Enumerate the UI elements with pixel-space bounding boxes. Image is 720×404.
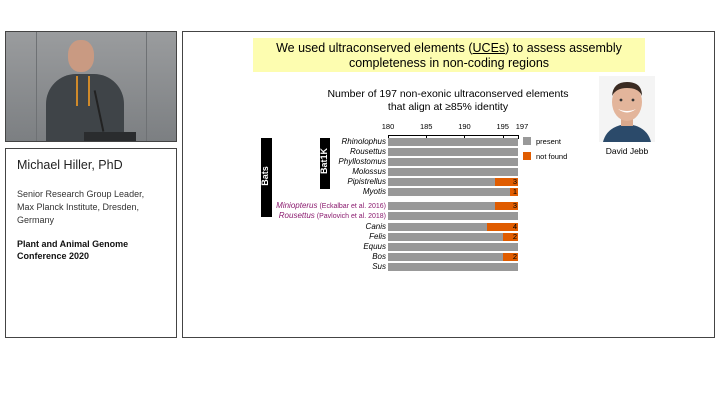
chart-title-line-2: that align at ≥85% identity [387, 101, 509, 113]
species-label [203, 252, 386, 261]
species-name: Sus [372, 262, 386, 271]
species-name: Bos [372, 252, 386, 261]
bar-rousettus [388, 148, 518, 156]
bar-value-label: 3 [512, 177, 517, 186]
bar-molossus [388, 168, 518, 176]
species-name: Rhinolophus [341, 137, 386, 146]
species-label [203, 167, 386, 176]
bar-value-label: 2 [512, 232, 517, 241]
bar-canis [388, 223, 518, 231]
species-label [203, 187, 386, 196]
group-label-text: Bat1K [319, 147, 330, 175]
bar-value-label: 4 [512, 222, 517, 231]
presentation-slide [182, 31, 715, 338]
banner-line-2: completeness in non-coding regions [348, 56, 550, 70]
species-citation: (Pavlovich et al. 2018) [314, 213, 386, 220]
bar-not-found-segment [495, 202, 518, 210]
species-citation: (Eckalbar et al. 2016) [317, 203, 386, 210]
bar-value-label: 2 [512, 252, 517, 261]
species-name: Rousettus [278, 211, 315, 220]
species-label [203, 137, 386, 146]
species-name: Felis [369, 232, 386, 241]
species-label [203, 201, 386, 210]
bar-felis [388, 233, 518, 241]
lanyard [76, 76, 90, 106]
legend-not-found-label: not found [536, 152, 568, 161]
bar-rousettus [388, 212, 518, 220]
legend-not-found-swatch [523, 152, 531, 160]
speaker-role-line: Max Planck Institute, Dresden, [17, 202, 140, 212]
speaker-info-panel [5, 148, 177, 338]
group-label-text: Bats [259, 166, 270, 186]
x-tick-mark [518, 135, 519, 139]
species-label [203, 177, 386, 186]
conference-line: Conference 2020 [17, 251, 90, 261]
bar-pipistrellus [388, 178, 518, 186]
david-jebb-photo [599, 76, 655, 142]
x-tick-label: 195 [496, 122, 509, 131]
conference-line: Plant and Animal Genome [17, 239, 129, 249]
bar-miniopterus [388, 202, 518, 210]
banner-text: We used ultraconserved elements ( [276, 41, 473, 55]
species-label [203, 211, 386, 220]
speaker-name: Michael Hiller, PhD [17, 158, 123, 172]
speaker-role-line: Germany [17, 215, 55, 225]
x-tick-label: 197 [515, 122, 529, 131]
x-tick-label: 185 [419, 122, 433, 131]
species-name: Canis [365, 222, 386, 231]
x-axis-line [388, 135, 518, 136]
portrait-image [599, 76, 655, 142]
bar-sus [388, 263, 518, 271]
bar-value-label: 3 [512, 201, 517, 210]
bar-bos [388, 253, 518, 261]
species-label [203, 242, 386, 251]
banner-line-1 [253, 41, 645, 55]
species-label [203, 262, 386, 271]
bar-myotis [388, 188, 518, 196]
bar-not-found-segment [510, 188, 518, 196]
bar-value-label: 1 [512, 187, 517, 196]
species-name: Pipistrellus [347, 177, 386, 186]
species-name: Miniopterus [276, 201, 318, 210]
wall-panel-line [36, 32, 37, 141]
species-label [203, 222, 386, 231]
x-tick-label: 190 [458, 122, 471, 131]
species-label [203, 232, 386, 241]
speaker-role-line: Senior Research Group Leader, [17, 189, 145, 199]
speaker-head [68, 40, 94, 72]
species-name: Equus [363, 242, 386, 251]
species-name: Rousettus [349, 147, 386, 156]
species-name: Myotis [362, 187, 386, 196]
bar-not-found-segment [495, 178, 518, 186]
uce-link[interactable]: UCEs [472, 41, 506, 55]
bar-not-found-segment [487, 223, 518, 231]
bar-not-found-segment [503, 233, 518, 241]
species-label [203, 147, 386, 156]
bar-not-found-segment [503, 253, 518, 261]
x-tick-label: 180 [381, 122, 395, 131]
slide-banner [253, 38, 645, 72]
speaker-video [5, 31, 177, 142]
legend-present-label: present [536, 137, 562, 146]
species-name: Molossus [352, 167, 386, 176]
chart-title-line-1: Number of 197 non-exonic ultraconserved elements [327, 88, 569, 100]
banner-text: ) to assess assembly [505, 41, 622, 55]
bar-phyllostomus [388, 158, 518, 166]
wall-panel-line [146, 32, 147, 141]
bar-rhinolophus [388, 138, 518, 146]
bar-equus [388, 243, 518, 251]
legend-present-swatch [523, 137, 531, 145]
species-label [203, 157, 386, 166]
podium [84, 132, 136, 142]
species-name: Phyllostomus [338, 157, 386, 166]
photo-caption: David Jebb [605, 146, 649, 156]
